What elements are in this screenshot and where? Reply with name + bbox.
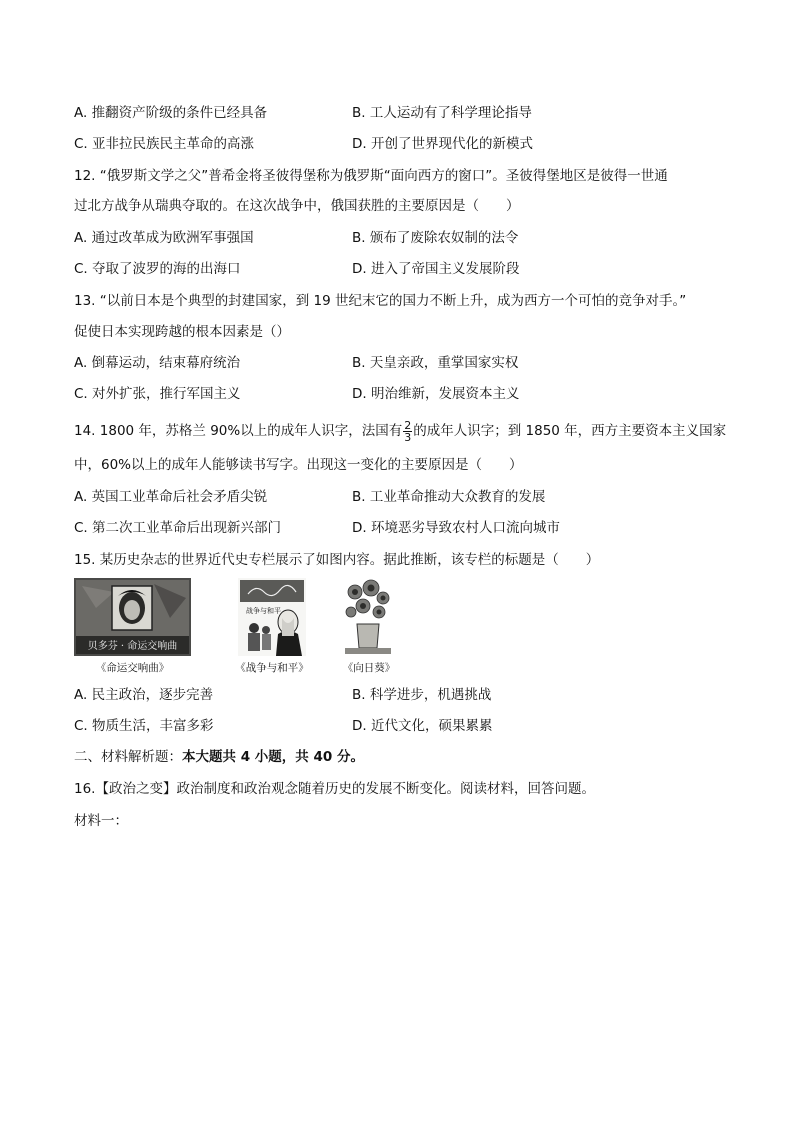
q11-option-c: C. 亚非拉民族民主革命的高涨 (74, 136, 255, 152)
fraction-denominator: 3 (404, 430, 412, 444)
q15-option-b: B. 科学进步，机遇挑战 (352, 687, 492, 703)
q14-stem-pre: 14. 1800 年，苏格兰 90%以上的成年人识字，法国有 (74, 423, 403, 439)
q14-option-a: A. 英国工业革命后社会矛盾尖锐 (74, 489, 268, 505)
q14-option-d: D. 环境恶劣导致农村人口流向城市 (352, 520, 560, 536)
q13-stem-line1: 13. “以前日本是个典型的封建国家，到 19 世纪末它的国力不断上升，成为西方一个可怕的竞争对手。” (74, 293, 687, 309)
caption-sunflowers: 《向日葵》 (342, 662, 396, 674)
section-heading-info: 本大题共 4 小题，共 40 分。 (182, 749, 364, 765)
q16-stem: 16.【政治之变】政治制度和政治观念随着历史的发展不断变化。阅读材料，回答问题。 (74, 781, 595, 797)
q13-option-b: B. 天皇亲政，重掌国家实权 (352, 355, 519, 371)
q11-options-row1 (74, 102, 724, 124)
q14-option-b: B. 工业革命推动大众教育的发展 (352, 489, 546, 505)
q14-stem-line2: 中，60%以上的成年人能够读书写字。出现这一变化的主要原因是（ ） (74, 457, 523, 473)
q15-option-c: C. 物质生活，丰富多彩 (74, 718, 214, 734)
q14-options-row2 (74, 517, 724, 539)
q12-option-a: A. 通过改革成为欧洲军事强国 (74, 230, 254, 246)
section-heading-label: 二、材料解析题： (74, 749, 182, 765)
q15-options-row2 (74, 715, 724, 737)
sunflowers-image (343, 578, 393, 656)
q14-option-c: C. 第二次工业革命后出现新兴部门 (74, 520, 282, 536)
q16-material-label: 材料一： (74, 813, 128, 829)
q14-options-row1 (74, 486, 724, 508)
q13-options-row2 (74, 383, 724, 405)
q15-stem: 15. 某历史杂志的世界近代史专栏展示了如图内容。据此推断，该专栏的标题是（ ） (74, 552, 600, 568)
fraction-numerator: 2 (404, 418, 412, 432)
fraction (403, 420, 412, 443)
q11-options-row2 (74, 133, 724, 155)
q13-option-d: D. 明治维新，发展资本主义 (352, 386, 520, 402)
q12-stem-line1: 12. “俄罗斯文学之父”普希金将圣彼得堡称为俄罗斯“面向西方的窗口”。圣彼得堡地区是彼得一世通 (74, 168, 668, 184)
q11-option-d: D. 开创了世界现代化的新模式 (352, 136, 533, 152)
war-and-peace-graphic (238, 578, 306, 656)
q13-stem-line2: 促使日本实现跨越的根本因素是（） (74, 324, 290, 340)
q15-options-row1 (74, 684, 724, 706)
q12-options-row1 (74, 227, 724, 249)
sunflowers-graphic (343, 578, 393, 656)
q13-options-row1 (74, 352, 724, 374)
beethoven-image-text: 贝多芬 · 命运交响曲 (87, 641, 178, 652)
beethoven-image (74, 578, 191, 656)
caption-war-and-peace: 《战争与和平》 (235, 662, 309, 674)
q13-option-c: C. 对外扩张，推行军国主义 (74, 386, 241, 402)
q12-option-d: D. 进入了帝国主义发展阶段 (352, 261, 520, 277)
q14-stem-post: 的成年人识字；到 1850 年，西方主要资本主义国家 (413, 423, 727, 439)
q11-option-a: A. 推翻资产阶级的条件已经具备 (74, 105, 268, 121)
caption-symphony: 《命运交响曲》 (95, 662, 170, 674)
q15-option-d: D. 近代文化，硕果累累 (352, 718, 493, 734)
q12-options-row2 (74, 258, 724, 280)
q15-option-a: A. 民主政治，逐步完善 (74, 687, 214, 703)
q14-stem-line1 (74, 418, 726, 444)
section-heading (74, 746, 364, 768)
q11-option-b: B. 工人运动有了科学理论指导 (352, 105, 532, 121)
q12-option-b: B. 颁布了废除农奴制的法令 (352, 230, 519, 246)
q12-stem-line2: 过北方战争从瑞典夺取的。在这次战争中，俄国获胜的主要原因是（ ） (74, 198, 520, 214)
war-and-peace-image-text: 战争与和平 (246, 607, 281, 615)
war-and-peace-image (238, 578, 306, 656)
q13-option-a: A. 倒幕运动，结束幕府统治 (74, 355, 241, 371)
q12-option-c: C. 夺取了波罗的海的出海口 (74, 261, 241, 277)
